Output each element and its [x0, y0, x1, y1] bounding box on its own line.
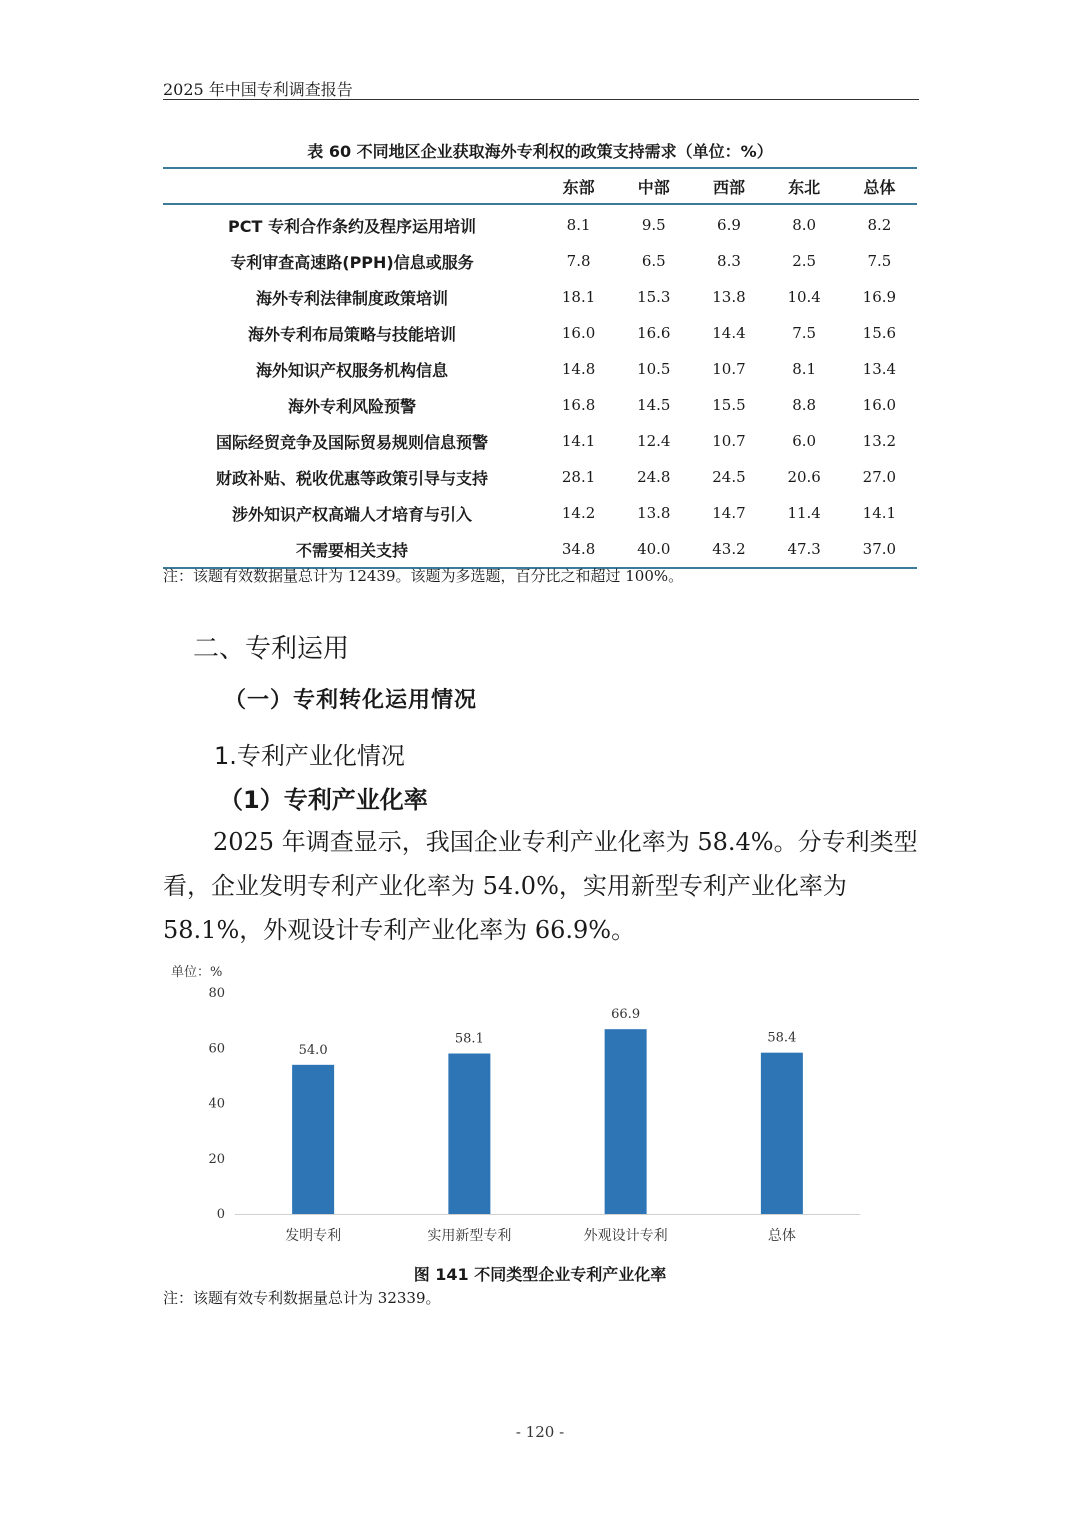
page-number: - 120 - — [515, 1423, 565, 1441]
table-cell: 10.4 — [787, 288, 821, 306]
table-cell: 7.5 — [867, 252, 892, 270]
row-label: 海外专利法律制度政策培训 — [255, 288, 448, 308]
column-header: 总体 — [842, 168, 917, 204]
table-row — [163, 279, 917, 315]
table-cell: 14.4 — [712, 324, 746, 342]
y-tick-label: 0 — [216, 1207, 225, 1222]
sub-subsection-heading: 1.专利产业化情况 — [214, 742, 405, 770]
table-cell: 8.1 — [792, 360, 817, 378]
figure-note: 注：该题有效专利数据量总计为 32339。 — [163, 1289, 441, 1307]
column-header: 西部 — [691, 168, 766, 204]
column-header: 东部 — [541, 168, 616, 204]
data-label: 58.1 — [454, 1031, 484, 1047]
table-cell: 16.0 — [561, 324, 596, 342]
row-label: 涉外知识产权高端人才培育与引入 — [231, 504, 472, 524]
table-header-blank — [163, 168, 541, 204]
table-cell: 12.4 — [637, 432, 671, 450]
patent-industrialization-rate-chart — [163, 958, 863, 1258]
x-tick-label: 发明专利 — [285, 1228, 342, 1244]
table-cell: 37.0 — [842, 531, 917, 568]
row-label: 海外专利风险预警 — [287, 396, 416, 416]
x-tick-label: 总体 — [767, 1228, 796, 1244]
table-cell: 6.5 — [641, 252, 666, 270]
y-tick-label: 20 — [208, 1151, 225, 1167]
row-label: PCT 专利合作条约及程序运用培训 — [228, 216, 476, 236]
table-row — [163, 204, 917, 243]
bar — [448, 1053, 490, 1214]
table-row — [163, 459, 917, 495]
table-row — [163, 495, 917, 531]
table-cell: 34.8 — [541, 531, 616, 568]
table-cell: 9.5 — [641, 216, 666, 234]
table-cell: 27.0 — [862, 468, 897, 486]
row-label: 专利审查高速路(PPH)信息或服务 — [230, 252, 474, 272]
figure-caption: 图 141 不同类型企业专利产业化率 — [413, 1265, 667, 1284]
subsection-heading: （一）专利转化运用情况 — [224, 688, 478, 713]
page-header-rule — [163, 99, 919, 100]
table-cell: 14.1 — [862, 504, 897, 522]
table-cell: 7.8 — [566, 252, 591, 270]
table-cell: 8.3 — [717, 252, 741, 270]
table-row — [163, 351, 917, 387]
table-row — [163, 315, 917, 351]
bar — [292, 1065, 334, 1214]
page-header-title: 2025 年中国专利调查报告 — [163, 80, 353, 99]
body-paragraph: 2025 年调查显示，我国企业专利产业化率为 58.4%。分专利类型看，企业发明专利产业化率为 54.0%，实用新型专利产业化率为 58.1%，外观设计专利产业化率为 66.9%。 — [163, 828, 918, 944]
row-label: 财政补贴、税收优惠等政策引导与支持 — [215, 468, 488, 488]
y-tick-label: 60 — [208, 1041, 225, 1057]
table-cell: 13.4 — [862, 360, 897, 378]
table-cell: 6.0 — [792, 432, 817, 450]
table-cell: 8.1 — [566, 216, 591, 234]
table-cell: 40.0 — [616, 531, 691, 568]
table-cell: 16.8 — [561, 396, 596, 414]
bar — [761, 1053, 803, 1214]
chart-unit-label: 单位：% — [171, 965, 223, 980]
table-cell: 14.7 — [712, 504, 746, 522]
y-tick-label: 80 — [208, 986, 225, 1001]
table-cell: 14.5 — [637, 396, 671, 414]
table-caption: 表 60 不同地区企业获取海外专利权的政策支持需求（单位：%） — [307, 142, 773, 161]
table-cell: 6.9 — [717, 216, 741, 234]
x-tick-label: 外观设计专利 — [583, 1228, 668, 1244]
table-cell: 13.8 — [637, 504, 671, 522]
column-header: 中部 — [616, 168, 691, 204]
table-cell: 18.1 — [561, 288, 596, 306]
y-tick-label: 40 — [208, 1096, 225, 1112]
column-header: 东北 — [767, 168, 842, 204]
policy-support-table — [163, 167, 917, 569]
table-row — [163, 423, 917, 459]
table-cell: 8.2 — [867, 216, 892, 234]
data-label: 54.0 — [298, 1042, 328, 1058]
row-label: 国际经贸竞争及国际贸易规则信息预警 — [215, 432, 488, 452]
table-cell: 24.8 — [637, 468, 671, 486]
table-cell: 14.2 — [561, 504, 596, 522]
table-cell: 43.2 — [691, 531, 766, 568]
table-row — [163, 387, 917, 423]
table-cell: 10.5 — [637, 360, 671, 378]
table-header-row — [163, 168, 917, 204]
table-cell: 8.8 — [792, 396, 817, 414]
table-cell: 14.8 — [561, 360, 596, 378]
data-label: 58.4 — [767, 1030, 797, 1046]
table-cell: 14.1 — [561, 432, 596, 450]
table-cell: 13.2 — [862, 432, 897, 450]
row-label: 不需要相关支持 — [163, 531, 541, 568]
table-cell: 24.5 — [712, 468, 746, 486]
item-heading: （1）专利产业化率 — [219, 786, 428, 814]
table-cell: 16.9 — [862, 288, 897, 306]
table-cell: 15.5 — [712, 396, 746, 414]
table-cell: 15.3 — [637, 288, 671, 306]
section-heading: 二、专利运用 — [193, 634, 350, 664]
data-label: 66.9 — [611, 1007, 641, 1023]
bar — [605, 1029, 647, 1214]
table-cell: 8.0 — [792, 216, 817, 234]
table-cell: 7.5 — [792, 324, 817, 342]
x-tick-label: 实用新型专利 — [427, 1228, 512, 1244]
row-label: 海外专利布局策略与技能培训 — [247, 324, 456, 344]
table-cell: 15.6 — [862, 324, 897, 342]
table-cell: 16.0 — [862, 396, 897, 414]
table-cell: 2.5 — [792, 252, 817, 270]
table-cell: 13.8 — [712, 288, 746, 306]
table-note: 注：该题有效数据量总计为 12439。该题为多选题，百分比之和超过 100%。 — [163, 567, 684, 585]
row-label: 海外知识产权服务机构信息 — [255, 360, 448, 380]
table-cell: 11.4 — [787, 504, 821, 522]
table-row — [163, 243, 917, 279]
table-cell: 28.1 — [561, 468, 596, 486]
table-row — [163, 531, 917, 568]
table-cell: 10.7 — [712, 360, 746, 378]
table-cell: 47.3 — [767, 531, 842, 568]
table-cell: 10.7 — [712, 432, 746, 450]
table-cell: 20.6 — [787, 468, 821, 486]
table-cell: 16.6 — [637, 324, 671, 342]
